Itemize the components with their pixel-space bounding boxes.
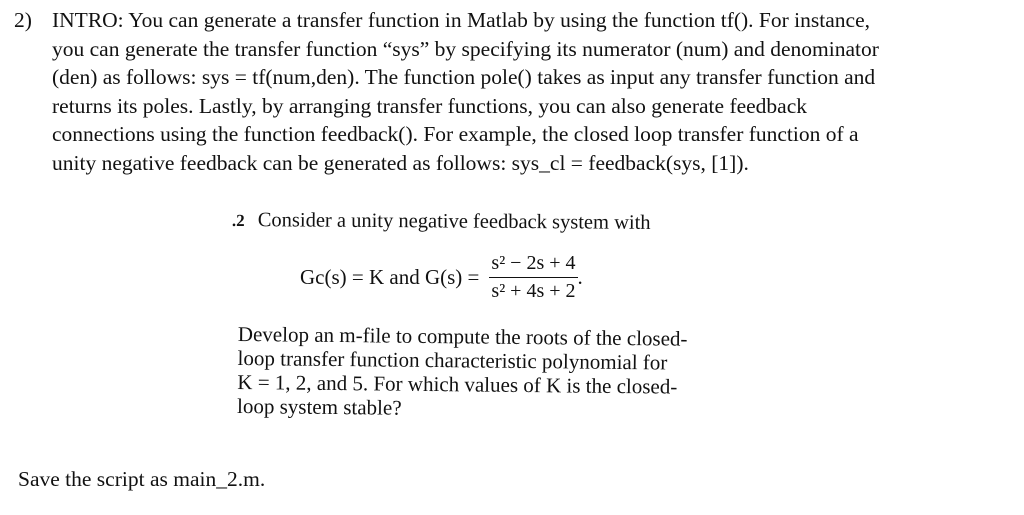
intro-line: connections using the function feedback(). For example, the closed loop transfer function of a — [52, 122, 859, 147]
problem-text: Consider a unity negative feedback system with — [257, 209, 651, 234]
intro-line: you can generate the transfer function “sys” by specifying its numerator (num) and denominator — [52, 36, 879, 61]
denominator: s² + 4s + 2 — [491, 280, 576, 302]
equation-lhs: Gc(s) = K and G(s) = — [300, 265, 480, 289]
intro-line: INTRO: You can generate a transfer function in Matlab by using the function tf(). For instance, — [52, 8, 870, 32]
problem-statement — [232, 207, 752, 238]
intro-line: returns its poles. Lastly, by arranging transfer functions, you can also generate feedback — [52, 93, 808, 118]
problem-number: .2 — [231, 210, 245, 231]
develop-line: Develop an m-file to compute the roots of the closed- — [237, 322, 688, 351]
fraction — [489, 252, 577, 303]
develop-line: loop transfer function characteristic polynomial for — [237, 345, 668, 375]
question-number: 2) — [14, 8, 32, 32]
develop-paragraph — [237, 322, 746, 423]
numerator: s² − 2s + 4 — [489, 252, 577, 278]
save-note: Save the script as main_2.m. — [18, 467, 266, 491]
develop-line: K = 1, 2, and 5. For which values of K is the closed- — [237, 369, 678, 399]
intro-body — [52, 6, 1014, 178]
develop-line: loop system stable? — [236, 393, 402, 420]
equation-end: . — [577, 265, 583, 289]
intro-line: unity negative feedback can be generated as follows: sys_cl = feedback(sys, [1]). — [52, 150, 749, 175]
intro-paragraph — [14, 6, 1014, 178]
transfer-function-equation — [300, 252, 583, 303]
intro-line: (den) as follows: sys = tf(num,den). The function pole() takes as input any transfer function and — [52, 65, 876, 90]
